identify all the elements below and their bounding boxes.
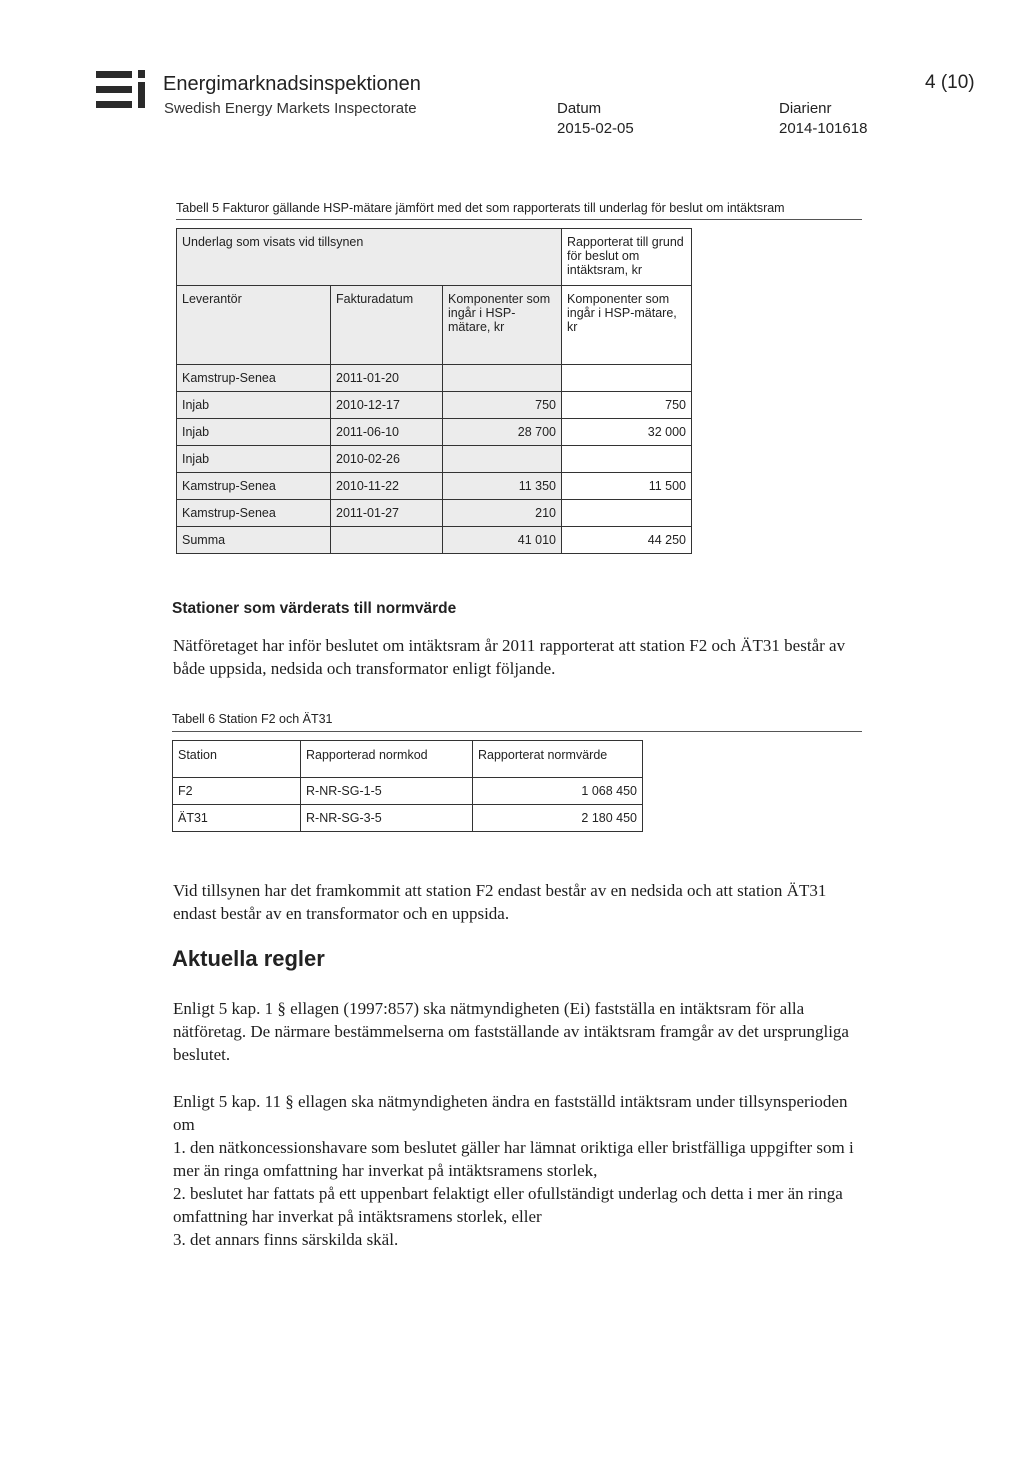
list-item: 2. beslutet har fattats på ett uppenbart felaktigt eller ofullständigt underlag och detta i mer än ringa omfattning har inverkat på intäktsramens storlek, eller xyxy=(173,1184,843,1226)
table6-cell-value: 1 068 450 xyxy=(473,778,643,805)
table5-cell-supplier: Kamstrup-Senea xyxy=(177,473,331,500)
paragraph-rules-2 xyxy=(173,1090,863,1251)
table5-cell-reported xyxy=(562,500,692,527)
table5-cell-date: 2010-12-17 xyxy=(331,392,443,419)
table-row xyxy=(177,419,692,446)
table5-cell-reported xyxy=(562,446,692,473)
table5-cell-supplier: Kamstrup-Senea xyxy=(177,500,331,527)
table6 xyxy=(172,740,643,832)
table5 xyxy=(176,228,692,554)
table5-sum-reported: 44 250 xyxy=(562,527,692,554)
table5-cell-comp: 750 xyxy=(443,392,562,419)
table5-cell-supplier: Kamstrup-Senea xyxy=(177,365,331,392)
paragraph-stations xyxy=(173,634,863,680)
table-row xyxy=(177,446,692,473)
table6-caption: Tabell 6 Station F2 och ÄT31 xyxy=(172,712,333,726)
paragraph-text: Enligt 5 kap. 1 § ellagen (1997:857) ska nätmyndigheten (Ei) fastställa en intäktsram för alla nätföretag. De närmare bestämmelserna om fastställande av intäktsram framgår av det ursprungliga beslutet. xyxy=(173,999,849,1064)
paragraph-text: Vid tillsynen har det framkommit att station F2 endast består av en nedsida och att station ÄT31 endast består av en transformator och en uppsida. xyxy=(173,881,827,923)
table5-caption: Tabell 5 Fakturor gällande HSP-mätare jämfört med det som rapporterats till underlag för beslut om intäktsram xyxy=(176,201,785,215)
table5-cell-comp: 28 700 xyxy=(443,419,562,446)
table5-cell-supplier: Injab xyxy=(177,446,331,473)
table5-cell-date: 2010-11-22 xyxy=(331,473,443,500)
table5-cell-comp: 210 xyxy=(443,500,562,527)
table5-cell-date: 2011-01-27 xyxy=(331,500,443,527)
table5-cell-reported: 11 500 xyxy=(562,473,692,500)
paragraph-text: Nätföretaget har inför beslutet om intäktsram år 2011 rapporterat att station F2 och ÄT31 består av både uppsida, nedsida och transformator enligt följande. xyxy=(173,636,846,678)
table5-cell-supplier: Injab xyxy=(177,419,331,446)
table6-col-code: Rapporterad normkod xyxy=(301,741,473,778)
table5-col-supplier: Leverantör xyxy=(177,286,331,365)
table5-sum-comp: 41 010 xyxy=(443,527,562,554)
table6-cell-station: F2 xyxy=(173,778,301,805)
diarienr-value: 2014-101618 xyxy=(779,120,868,137)
table6-caption-rule xyxy=(172,731,862,732)
table-row xyxy=(177,392,692,419)
org-name: Energimarknadsinspektionen xyxy=(163,73,421,95)
table5-cell-date: 2011-01-20 xyxy=(331,365,443,392)
datum-label: Datum xyxy=(557,100,602,117)
table6-cell-station: ÄT31 xyxy=(173,805,301,832)
table5-cell-supplier: Injab xyxy=(177,392,331,419)
org-subtitle: Swedish Energy Markets Inspectorate xyxy=(164,100,417,117)
table5-cell-reported: 32 000 xyxy=(562,419,692,446)
paragraph-rules-1 xyxy=(173,997,863,1066)
table5-group-right: Rapporterat till grund för beslut om intäktsram, kr xyxy=(562,229,692,286)
table5-sum-date xyxy=(331,527,443,554)
table5-cell-reported: 750 xyxy=(562,392,692,419)
table5-col-comp: Komponenter som ingår i HSP-mätare, kr xyxy=(443,286,562,365)
diarienr-label: Diarienr xyxy=(779,100,832,117)
table5-cell-comp: 11 350 xyxy=(443,473,562,500)
table5-col-reported: Komponenter som ingår i HSP-mätare, kr xyxy=(562,286,692,365)
table5-sum-label: Summa xyxy=(177,527,331,554)
table-row xyxy=(173,805,643,832)
table5-cell-date: 2011-06-10 xyxy=(331,419,443,446)
table5-group-left: Underlag som visats vid tillsynen xyxy=(177,229,562,286)
table6-col-station: Station xyxy=(173,741,301,778)
table5-cell-comp xyxy=(443,446,562,473)
table6-cell-code: R-NR-SG-1-5 xyxy=(301,778,473,805)
table5-sum-row xyxy=(177,527,692,554)
datum-value: 2015-02-05 xyxy=(557,120,634,137)
section-title-rules: Aktuella regler xyxy=(172,946,325,971)
list-item: 3. det annars finns särskilda skäl. xyxy=(173,1230,399,1249)
ei-logo xyxy=(96,70,152,112)
table-row xyxy=(173,778,643,805)
table5-caption-rule xyxy=(176,219,862,220)
table-row xyxy=(177,365,692,392)
table5-cell-date: 2010-02-26 xyxy=(331,446,443,473)
paragraph-findings xyxy=(173,879,863,925)
list-item: 1. den nätkoncessionshavare som beslutet gäller har lämnat oriktiga eller bristfälliga uppgifter som i mer än ringa omfattning har inverkat på intäktsramens storlek, xyxy=(173,1138,854,1180)
table5-cell-reported xyxy=(562,365,692,392)
table6-cell-code: R-NR-SG-3-5 xyxy=(301,805,473,832)
table6-cell-value: 2 180 450 xyxy=(473,805,643,832)
table5-cell-comp xyxy=(443,365,562,392)
table5-col-date: Fakturadatum xyxy=(331,286,443,365)
table6-col-value: Rapporterat normvärde xyxy=(473,741,643,778)
page-number: 4 (10) xyxy=(925,72,975,93)
paragraph-text: Enligt 5 kap. 11 § ellagen ska nätmyndigheten ändra en fastställd intäktsram under tillsynsperioden om xyxy=(173,1092,848,1134)
table-row xyxy=(177,500,692,527)
section-title-stations: Stationer som värderats till normvärde xyxy=(172,600,457,617)
table-row xyxy=(177,473,692,500)
